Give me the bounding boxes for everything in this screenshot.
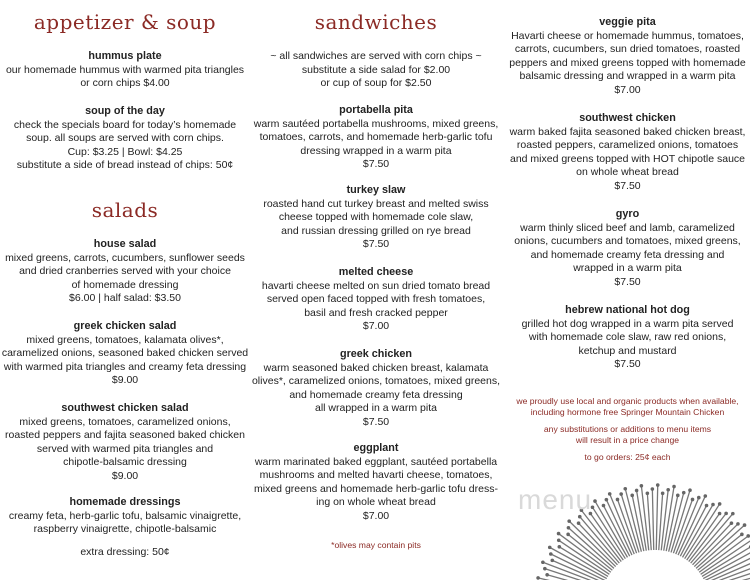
item-line: warm marinated baked eggplant, sautéed portabella (254, 455, 498, 468)
note-line: will result in a price change (575, 435, 680, 445)
fork-tip (536, 576, 540, 580)
item-line: raspberry vinaigrette, chipotle-balsamic (33, 523, 217, 536)
item-line: mixed greens and homemade herb-garlic tofu dress- (254, 482, 498, 495)
fork-tip (724, 512, 728, 516)
note-line: we proudly use local and organic products when available, (516, 396, 739, 406)
item-line: mushrooms and melted havarti cheese, tomatoes, (259, 469, 493, 482)
item-turkey-slaw (250, 184, 502, 252)
fork-tip (705, 504, 709, 508)
item-line: balsamic dressing and wrapped in a warm pita (519, 70, 736, 83)
fork-tip (711, 503, 715, 507)
column-sandwiches (250, 0, 502, 580)
fork-ray (656, 485, 657, 550)
item-line: $9.00 (111, 374, 139, 387)
item-title: hummus plate (88, 50, 162, 62)
fork-tip (548, 546, 552, 550)
fork-tip (557, 532, 561, 536)
item-line: creamy feta, herb-garlic tofu, balsamic vinaigrette, (8, 509, 242, 522)
fork-tip (736, 522, 740, 526)
item-line: all wrapped in a warm pita (315, 402, 437, 415)
menu-watermark: menu (518, 484, 593, 515)
fork-tip (688, 488, 692, 492)
fork-tip (666, 488, 670, 492)
item-line: carrots, cucumbers, sun dried tomatoes, roasted (514, 43, 741, 56)
fork-tip (691, 498, 695, 502)
item-title: eggplant (353, 442, 399, 454)
item-line: cheese topped with homemade cole slaw, (278, 211, 474, 224)
fork-tip (602, 504, 606, 508)
fork-tip (543, 567, 547, 571)
item-line: roasted peppers and fajita seasoned baked chicken (5, 429, 245, 442)
fork-tip (661, 491, 665, 495)
fork-tip (558, 545, 562, 549)
item-line: $7.50 (614, 179, 641, 192)
item-greek-chicken (250, 348, 502, 430)
item-title: portabella pita (339, 104, 413, 116)
footer-notes (505, 396, 750, 463)
item-line: ing on whole wheat bread (316, 496, 436, 509)
fork-tip (557, 538, 561, 542)
item-line: our homemade hummus with warmed pita triangles (5, 63, 245, 76)
item-line: grilled hot dog wrapped in a warm pita served (521, 317, 734, 330)
item-line: served with warmed pita triangles and (36, 442, 214, 455)
item-line: caramelized onions, seasoned baked chicken served (1, 347, 249, 360)
fork-tip (549, 552, 553, 556)
item-line: mixed greens, tomatoes, kalamata olives*, (26, 333, 224, 346)
fork-tip (616, 498, 620, 502)
olives-note (250, 540, 502, 551)
heading-salads: salads (91, 198, 159, 222)
fork-tip (577, 521, 581, 525)
item-line: $7.50 (614, 275, 641, 288)
item-line: mixed greens, carrots, cucumbers, sunflower seeds (5, 251, 245, 264)
item-line: basil and fresh cracked pepper (304, 306, 448, 319)
item-line: check the specials board for today’s homemade (13, 118, 237, 131)
item-line: olives*, caramelized onions, tomatoes, mixed greens, (251, 375, 501, 388)
item-line: $7.00 (614, 83, 641, 96)
item-line: havarti cheese melted on sun dried tomato bread (261, 279, 491, 292)
fork-tip (743, 523, 747, 527)
item-title: southwest chicken (579, 112, 676, 124)
item-title: greek chicken salad (73, 320, 177, 332)
fork-tip (718, 502, 722, 506)
fork-tip (567, 526, 571, 530)
item-line: and homemade creamy feta dressing (289, 388, 463, 401)
fork-tip (619, 492, 623, 496)
item-line: $7.00 (362, 320, 390, 333)
item-veggie-pita (505, 16, 750, 98)
item-title: hebrew national hot dog (565, 304, 690, 316)
note-line: extra dressing: 50¢ (80, 546, 170, 558)
fork-tip (567, 519, 571, 523)
fork-tip (608, 492, 612, 496)
fork-tip (623, 487, 627, 491)
item-portabella-pita (250, 104, 502, 172)
column-appetizers-salads (0, 0, 250, 580)
fork-tip (566, 533, 570, 537)
item-line: $7.50 (362, 238, 390, 251)
intro-line: substitute a side salad for $2.00 (301, 63, 451, 76)
item-title: soup of the day (85, 105, 165, 117)
item-line: warm baked fajita seasoned baked chicken breast, (509, 125, 746, 138)
fork-tip (541, 560, 545, 564)
item-line: or corn chips $4.00 (80, 77, 170, 90)
item-line: on whole wheat bread (576, 166, 679, 179)
intro-line: ~ all sandwiches are served with corn chips ~ (270, 50, 482, 62)
item-soup-of-the-day (0, 105, 250, 173)
fork-tip (593, 499, 597, 503)
item-southwest-chicken (505, 112, 750, 194)
sunburst-center (603, 553, 707, 580)
item-line: $9.00 (111, 469, 139, 482)
item-line: and russian dressing grilled on rye bread (281, 224, 471, 237)
item-line: warm thinly sliced beef and lamb, caramelized (520, 221, 735, 234)
heading-appetizer-soup: appetizer & soup (33, 10, 217, 34)
item-line: Cup: $3.25 | Bowl: $4.25 (67, 145, 183, 158)
extra-dressing-note (0, 546, 250, 560)
fork-tip (740, 533, 744, 537)
note-line: any substitutions or additions to menu items (543, 424, 712, 434)
item-line: $7.50 (362, 415, 390, 428)
item-line: mixed greens, tomatoes, caramelized onions, (19, 415, 231, 428)
fork-tip (676, 494, 680, 498)
item-line: $7.50 (614, 358, 641, 371)
intro-line: or cup of soup for $2.50 (320, 77, 432, 90)
item-title: gyro (615, 208, 640, 220)
fork-tip (646, 491, 650, 495)
fork-tip (656, 483, 660, 487)
item-line: and dried cranberries served with your choice (19, 265, 231, 278)
item-line: with homemade cole slaw, raw red onions, (528, 331, 727, 344)
note-line: *olives may contain pits (331, 540, 421, 550)
item-line: $6.00 | half salad: $3.50 (69, 292, 181, 305)
fork-ray (696, 525, 745, 568)
fork-tip (718, 512, 722, 516)
fork-ray (569, 521, 615, 566)
item-hebrew-national-hot-dog (505, 304, 750, 372)
item-line: $7.00 (362, 509, 390, 522)
item-line: substitute a side of bread instead of chips: 50¢ (16, 159, 234, 172)
item-line: served open faced topped with fresh tomatoes, (266, 293, 486, 306)
item-line: ketchup and mustard (578, 344, 677, 357)
item-melted-cheese (250, 266, 502, 334)
note-line: to go orders: 25¢ each (584, 452, 671, 462)
item-line: peppers and mixed greens topped with homemade (509, 56, 746, 69)
item-line: of homemade dressing (71, 278, 179, 291)
item-title: house salad (93, 238, 157, 250)
item-line: warm sautéed portabella mushrooms, mixed greens, (253, 117, 499, 130)
fork-tip (682, 491, 686, 495)
item-title: southwest chicken salad (61, 402, 189, 414)
fork-tip (704, 494, 708, 498)
item-line: roasted hand cut turkey breast and melted swiss (263, 197, 489, 210)
item-line: dressing wrapped in a warm pita (300, 144, 452, 157)
item-southwest-chicken-salad (0, 402, 250, 484)
item-line: wrapped in a warm pita (573, 262, 682, 275)
item-line: onions, cucumbers and tomatoes, mixed greens, (514, 235, 741, 248)
fork-tip (651, 487, 655, 491)
fork-tip (640, 484, 644, 488)
sandwiches-intro (250, 50, 502, 91)
item-line: and mixed greens topped with HOT chipotle sauce (509, 152, 746, 165)
fork-tip (605, 498, 609, 502)
fork-tip (545, 573, 549, 577)
item-eggplant (250, 442, 502, 524)
item-line: soup. all soups are served with corn chips. (26, 132, 224, 145)
item-line: roasted peppers, caramelized onions, tomatoes (516, 139, 739, 152)
item-line: warm seasoned baked chicken breast, kalamata (263, 361, 489, 374)
fork-tip (746, 534, 750, 538)
heading-sandwiches: sandwiches (314, 10, 438, 34)
item-greek-chicken-salad (0, 320, 250, 388)
item-hummus-plate (0, 50, 250, 91)
fork-tip (550, 559, 554, 563)
item-title: homemade dressings (69, 496, 181, 508)
item-line: and homemade creamy feta dressing and (530, 248, 725, 261)
item-title: veggie pita (599, 16, 656, 28)
fork-sunburst-illustration (505, 455, 750, 580)
fork-ray (652, 489, 653, 550)
fork-tip (731, 512, 735, 516)
item-house-salad (0, 238, 250, 306)
item-line: $7.50 (362, 158, 390, 171)
item-line: Havarti cheese or homemade hummus, tomatoes, (511, 29, 744, 42)
fork-tip (730, 521, 734, 525)
item-homemade-dressings (0, 496, 250, 537)
fork-tip (697, 496, 701, 500)
note-line: including hormone free Springer Mountain Chicken (530, 407, 725, 417)
fork-tip (635, 489, 639, 493)
item-title: greek chicken (339, 348, 413, 360)
item-line: tomatoes, carrots, and homemade herb-garlic tofu (259, 131, 493, 144)
item-line: chipotle-balsamic dressing (63, 456, 187, 469)
item-title: turkey slaw (346, 184, 406, 196)
item-gyro (505, 208, 750, 290)
item-title: melted cheese (338, 266, 414, 278)
fork-tip (672, 485, 676, 489)
fork-tip (630, 494, 634, 498)
item-line: with warmed pita triangles and creamy feta dressing (3, 360, 247, 373)
